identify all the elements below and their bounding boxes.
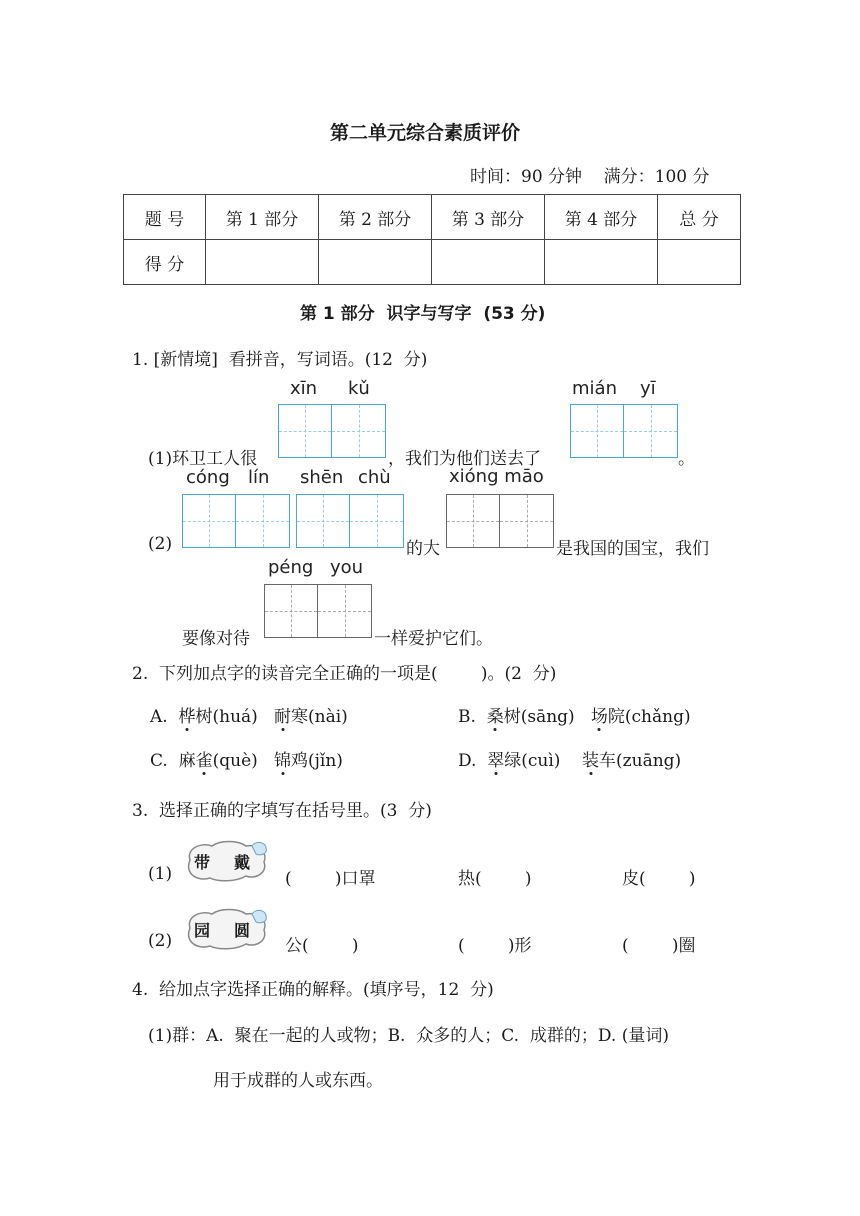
option-a[interactable]: A. 桦树(huá) 耐寒(nài)	[150, 702, 348, 727]
pinyin: mián	[572, 378, 617, 399]
blank-item[interactable]: ( )口罩	[285, 869, 376, 889]
option-d[interactable]: D. 翠绿(cuì) 装车(zuāng)	[458, 746, 681, 771]
question-3-stem: 3. 选择正确的字填写在括号里。(3 分)	[132, 801, 432, 821]
score-input-cell[interactable]	[206, 240, 319, 285]
sentence-text: 。	[678, 449, 695, 469]
question-4-stem: 4. 给加点字选择正确的解释。(填序号，12 分)	[132, 980, 494, 1000]
writing-grid[interactable]	[446, 494, 554, 548]
choice-char: 园	[194, 921, 211, 940]
pinyin: chù	[358, 467, 391, 488]
table-cell: 得 分	[124, 240, 206, 285]
pinyin: lín	[248, 467, 270, 488]
writing-grid[interactable]	[570, 404, 678, 458]
table-row	[124, 195, 741, 240]
pinyin: péng	[268, 557, 314, 578]
pinyin: xīn	[290, 378, 318, 399]
option-c[interactable]: C. 麻雀(què) 锦鸡(jǐn)	[150, 746, 343, 771]
question-1-stem: 1. [新情境] 看拼音，写词语。(12 分)	[132, 350, 428, 370]
table-cell: 总 分	[658, 195, 741, 240]
score-table	[123, 194, 741, 285]
question-2-stem: 2. 下列加点字的读音完全正确的一项是( )。(2 分)	[132, 664, 557, 684]
table-cell: 第 1 部分	[206, 195, 319, 240]
sentence-label: (2)	[148, 534, 173, 554]
pinyin: you	[330, 557, 364, 578]
choice-char: 圆	[234, 921, 251, 940]
table-row	[124, 240, 741, 285]
blank-item[interactable]: ( )圈	[622, 936, 696, 956]
pinyin: shēn	[300, 467, 344, 488]
sentence-text: ，我们为他们送去了	[388, 449, 541, 469]
sentence-text: 要像对待	[182, 629, 250, 649]
sentence-text: (1)环卫工人很	[148, 449, 258, 469]
option-b[interactable]: B. 桑树(sāng) 场院(chǎng)	[458, 702, 691, 727]
table-cell: 题 号	[124, 195, 206, 240]
section-heading: 第 1 部分 识字与写字 (53 分)	[300, 304, 546, 324]
writing-grid[interactable]	[264, 584, 372, 638]
blank-item[interactable]: 皮( )	[622, 869, 696, 889]
choice-char: 带	[194, 853, 211, 872]
score-input-cell[interactable]	[432, 240, 545, 285]
writing-grid[interactable]	[182, 494, 290, 548]
score-input-cell[interactable]	[658, 240, 741, 285]
page-title: 第二单元综合素质评价	[330, 122, 521, 144]
blank-item[interactable]: 公( )	[285, 936, 359, 956]
pinyin: yī	[640, 378, 656, 399]
score-input-cell[interactable]	[319, 240, 432, 285]
table-cell: 第 2 部分	[319, 195, 432, 240]
table-cell: 第 4 部分	[545, 195, 658, 240]
writing-grid[interactable]	[296, 494, 404, 548]
score-input-cell[interactable]	[545, 240, 658, 285]
sentence-text: 一样爱护它们。	[374, 629, 493, 649]
definition-line: (1)群：A. 聚在一起的人或物；B. 众多的人；C. 成群的；D. (量词)	[148, 1026, 669, 1046]
pinyin: cóng	[186, 467, 230, 488]
pinyin: xióng māo	[449, 466, 544, 487]
sentence-text: 的大	[406, 539, 440, 559]
choice-char: 戴	[234, 853, 251, 872]
writing-grid[interactable]	[278, 404, 386, 458]
item-label: (2)	[148, 931, 173, 951]
table-cell: 第 3 部分	[432, 195, 545, 240]
pinyin: kǔ	[348, 378, 370, 399]
blank-item[interactable]: 热( )	[458, 869, 532, 889]
exam-meta: 时间：90 分钟 满分：100 分	[470, 167, 710, 187]
sentence-text: 是我国的国宝，我们	[556, 539, 709, 559]
item-label: (1)	[148, 864, 173, 884]
blank-item[interactable]: ( )形	[458, 936, 532, 956]
definition-line: 用于成群的人或东西。	[213, 1071, 383, 1091]
